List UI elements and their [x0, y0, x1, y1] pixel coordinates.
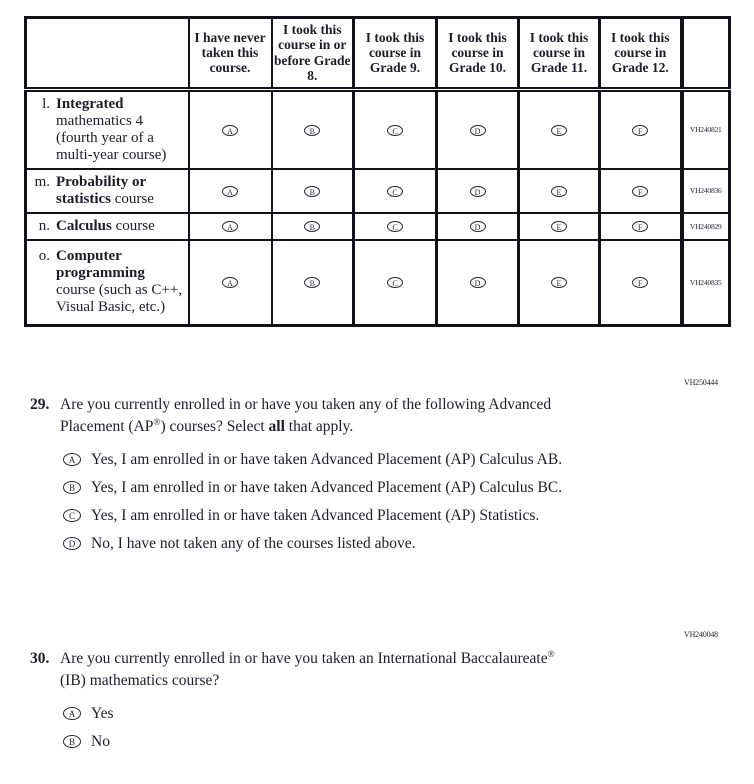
answer-bubble-d[interactable]: D	[470, 221, 486, 232]
option-no[interactable]	[63, 733, 670, 750]
answer-bubble-b[interactable]: B	[304, 221, 320, 232]
option-bubble-b[interactable]: B	[63, 481, 81, 494]
row-label-integrated-math-4	[33, 96, 186, 164]
row-letter: m.	[34, 173, 50, 190]
answer-bubble-e[interactable]: E	[551, 277, 567, 288]
answer-bubble-e[interactable]: E	[551, 221, 567, 232]
answer-bubble-d[interactable]: D	[470, 125, 486, 136]
header-code-empty	[682, 18, 730, 90]
registered-mark: ®	[153, 417, 161, 428]
answer-bubble-c[interactable]: C	[387, 277, 403, 288]
answer-bubble-a[interactable]: A	[222, 125, 238, 136]
option-ap-calculus-bc[interactable]	[63, 479, 670, 496]
option-label: Yes, I am enrolled in or have taken Advanced Placement (AP) Calculus BC.	[91, 479, 563, 496]
answer-bubble-f[interactable]: F	[632, 186, 648, 197]
answer-bubble-b[interactable]: B	[304, 277, 320, 288]
answer-bubble-e[interactable]: E	[551, 125, 567, 136]
question-29	[30, 394, 670, 563]
answer-bubble-a[interactable]: A	[222, 221, 238, 232]
row-letter: o.	[38, 248, 50, 265]
option-label: Yes	[91, 705, 114, 722]
question-number: 30.	[30, 650, 50, 667]
option-label: No, I have not taken any of the courses listed above.	[91, 535, 416, 552]
header-before-grade8: I took this course in or before Grade 8.	[272, 18, 354, 90]
question-30	[30, 648, 670, 761]
row-letter: l.	[42, 95, 50, 112]
row-label-computer-programming	[33, 248, 186, 316]
item-code: VH240829	[682, 213, 730, 240]
header-grade12: I took this course in Grade 12.	[600, 18, 682, 90]
answer-bubble-f[interactable]: F	[632, 277, 648, 288]
question-30-text	[30, 648, 670, 692]
table-row-calculus	[26, 213, 730, 240]
row-label-text: Computer programming course (such as C++, Visual Basic, etc.)	[56, 248, 183, 316]
header-grade10: I took this course in Grade 10.	[437, 18, 519, 90]
item-code: VH240821	[682, 89, 730, 169]
question-30-options	[30, 705, 670, 750]
row-label-probability-statistics	[33, 174, 186, 208]
header-grade11: I took this course in Grade 11.	[519, 18, 600, 90]
option-label: No	[91, 733, 110, 750]
option-bubble-d[interactable]: D	[63, 537, 81, 550]
option-bubble-b[interactable]: B	[63, 735, 81, 748]
row-label-calculus	[33, 218, 186, 235]
option-bubble-c[interactable]: C	[63, 509, 81, 522]
option-ap-calculus-ab[interactable]	[63, 451, 670, 468]
course-history-table	[24, 16, 731, 327]
answer-bubble-b[interactable]: B	[304, 125, 320, 136]
table-row-integrated-math-4	[26, 89, 730, 169]
header-never-taken: I have never taken this course.	[189, 18, 272, 90]
item-code-q30: VH240048	[684, 630, 718, 639]
question-body: Are you currently enrolled in or have you taken any of the following Advanced Placement (AP®) courses? Select all that apply.	[60, 396, 552, 435]
answer-bubble-d[interactable]: D	[470, 277, 486, 288]
option-none-of-above[interactable]	[63, 535, 670, 552]
answer-bubble-f[interactable]: F	[632, 125, 648, 136]
item-code: VH240836	[682, 169, 730, 213]
question-body: Are you currently enrolled in or have you taken an International Baccalaureate® (IB) mathematics course?	[60, 649, 555, 689]
option-ap-statistics[interactable]	[63, 507, 670, 524]
answer-bubble-a[interactable]: A	[222, 277, 238, 288]
header-grade9: I took this course in Grade 9.	[354, 18, 437, 90]
option-yes[interactable]	[63, 705, 670, 722]
question-29-text	[30, 394, 670, 438]
answer-bubble-a[interactable]: A	[222, 186, 238, 197]
option-label: Yes, I am enrolled in or have taken Advanced Placement (AP) Statistics.	[91, 507, 540, 524]
header-empty	[26, 18, 189, 90]
answer-bubble-d[interactable]: D	[470, 186, 486, 197]
row-label-text: Probability or statistics course	[56, 173, 154, 207]
table-row-probability-statistics	[26, 169, 730, 213]
answer-bubble-e[interactable]: E	[551, 186, 567, 197]
table-row-computer-programming	[26, 240, 730, 326]
item-code-q29: VH250444	[684, 378, 718, 387]
answer-bubble-c[interactable]: C	[387, 221, 403, 232]
question-number: 29.	[30, 396, 50, 413]
answer-bubble-c[interactable]: C	[387, 125, 403, 136]
answer-bubble-c[interactable]: C	[387, 186, 403, 197]
question-29-options	[30, 451, 670, 552]
option-bubble-a[interactable]: A	[63, 453, 81, 466]
row-label-text: Integrated mathematics 4 (fourth year of a multi-year course)	[56, 95, 167, 163]
option-bubble-a[interactable]: A	[63, 707, 81, 720]
row-label-text: Calculus course	[56, 217, 155, 234]
registered-mark: ®	[547, 649, 555, 660]
table-header-row	[26, 18, 730, 90]
item-code: VH240835	[682, 240, 730, 326]
answer-bubble-b[interactable]: B	[304, 186, 320, 197]
option-label: Yes, I am enrolled in or have taken Advanced Placement (AP) Calculus AB.	[91, 451, 563, 468]
row-letter: n.	[38, 217, 50, 234]
answer-bubble-f[interactable]: F	[632, 221, 648, 232]
